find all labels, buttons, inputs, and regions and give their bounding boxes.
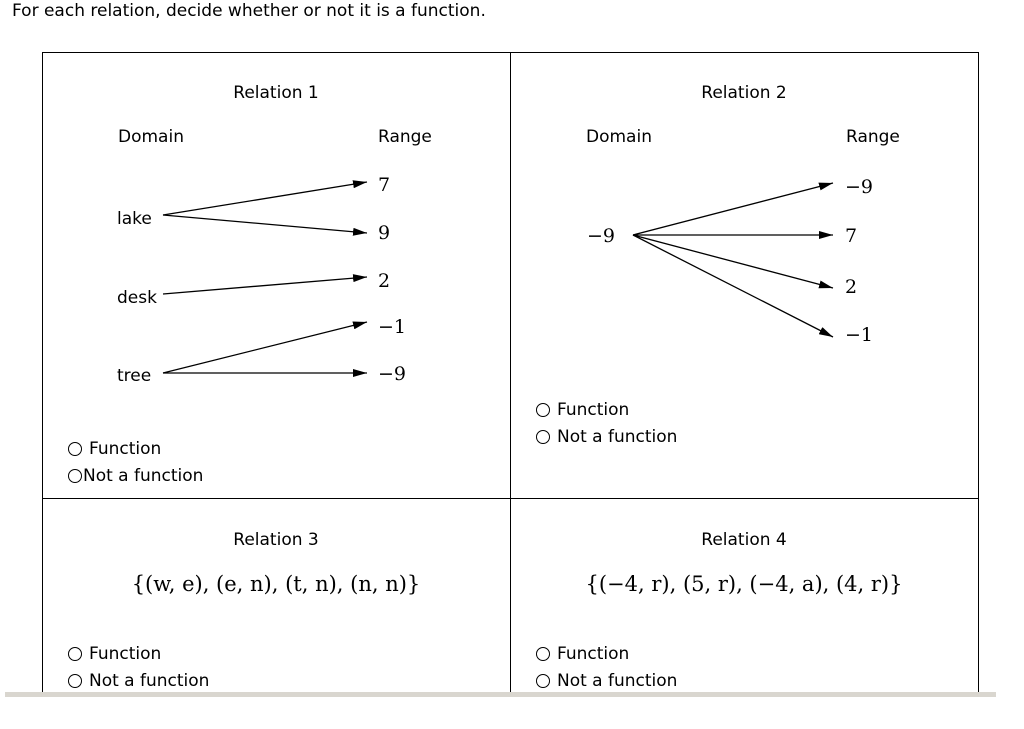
arrow-neg9-2 <box>633 235 833 288</box>
relation2-title: Relation 2 <box>701 83 787 103</box>
relation1-range-neg1: −1 <box>378 316 407 338</box>
bottom-scroll-divider <box>5 692 996 697</box>
relation2-domain-header: Domain <box>586 127 652 147</box>
relation1-range-2: 2 <box>378 270 391 292</box>
radio-circle-icon[interactable] <box>68 647 82 661</box>
relation3-function-radio[interactable] <box>68 644 161 664</box>
relation2-range-2: 2 <box>845 276 858 298</box>
relation4-set: {(−4, r), (5, r), (−4, a), (4, r)} <box>585 572 903 596</box>
relation2-function-radio[interactable] <box>536 400 629 420</box>
relation1-function-label: Function <box>89 439 162 459</box>
relation3-function-label: Function <box>89 644 162 664</box>
relation2-not-function-radio[interactable] <box>536 427 677 447</box>
instruction-text: For each relation, decide whether or not it is a function. <box>12 1 486 21</box>
relation3-set: {(w, e), (e, n), (t, n), (n, n)} <box>131 572 421 596</box>
relation1-not-function-radio[interactable] <box>68 466 203 486</box>
arrow-desk-2 <box>163 277 367 294</box>
radio-circle-icon[interactable] <box>68 442 82 456</box>
arrow-lake-9 <box>163 215 367 233</box>
relation4-title: Relation 4 <box>701 530 787 550</box>
relation1-domain-lake: lake <box>117 209 152 229</box>
relation1-range-9: 9 <box>378 222 391 244</box>
radio-circle-icon[interactable] <box>536 403 550 417</box>
relation1-domain-header: Domain <box>118 127 184 147</box>
relation1-title: Relation 1 <box>233 83 319 103</box>
radio-circle-icon[interactable] <box>536 674 550 688</box>
relation4-function-radio[interactable] <box>536 644 629 664</box>
relation4-not-function-label: Not a function <box>557 671 678 691</box>
arrow-tree-neg1 <box>163 322 367 373</box>
radio-circle-icon[interactable] <box>536 430 550 444</box>
relation2-not-function-label: Not a function <box>557 427 678 447</box>
relation1-function-radio[interactable] <box>68 439 161 459</box>
relation3-not-function-radio[interactable] <box>68 671 209 691</box>
relation4-not-function-radio[interactable] <box>536 671 677 691</box>
relation2-range-7: 7 <box>845 225 858 247</box>
arrow-neg9-neg9 <box>633 183 833 235</box>
arrow-lake-7 <box>163 182 367 215</box>
radio-circle-icon[interactable] <box>68 674 82 688</box>
relation2-range-neg9: −9 <box>845 176 874 198</box>
radio-circle-icon[interactable] <box>68 469 82 483</box>
relation1-range-neg9: −9 <box>378 363 407 385</box>
relation3-title: Relation 3 <box>233 530 319 550</box>
relation1-range-7: 7 <box>378 174 391 196</box>
relation1-domain-desk: desk <box>117 288 157 308</box>
relation3-not-function-label: Not a function <box>89 671 210 691</box>
relation1-not-function-label: Not a function <box>83 466 204 486</box>
relation1-range-header: Range <box>378 127 432 147</box>
relation2-range-neg1: −1 <box>845 324 874 346</box>
relation2-function-label: Function <box>557 400 630 420</box>
relation2-domain-neg9: −9 <box>587 225 616 247</box>
relation4-function-label: Function <box>557 644 630 664</box>
arrow-neg9-neg1 <box>633 235 833 337</box>
relation2-range-header: Range <box>846 127 900 147</box>
relation1-domain-tree: tree <box>117 366 152 386</box>
radio-circle-icon[interactable] <box>536 647 550 661</box>
